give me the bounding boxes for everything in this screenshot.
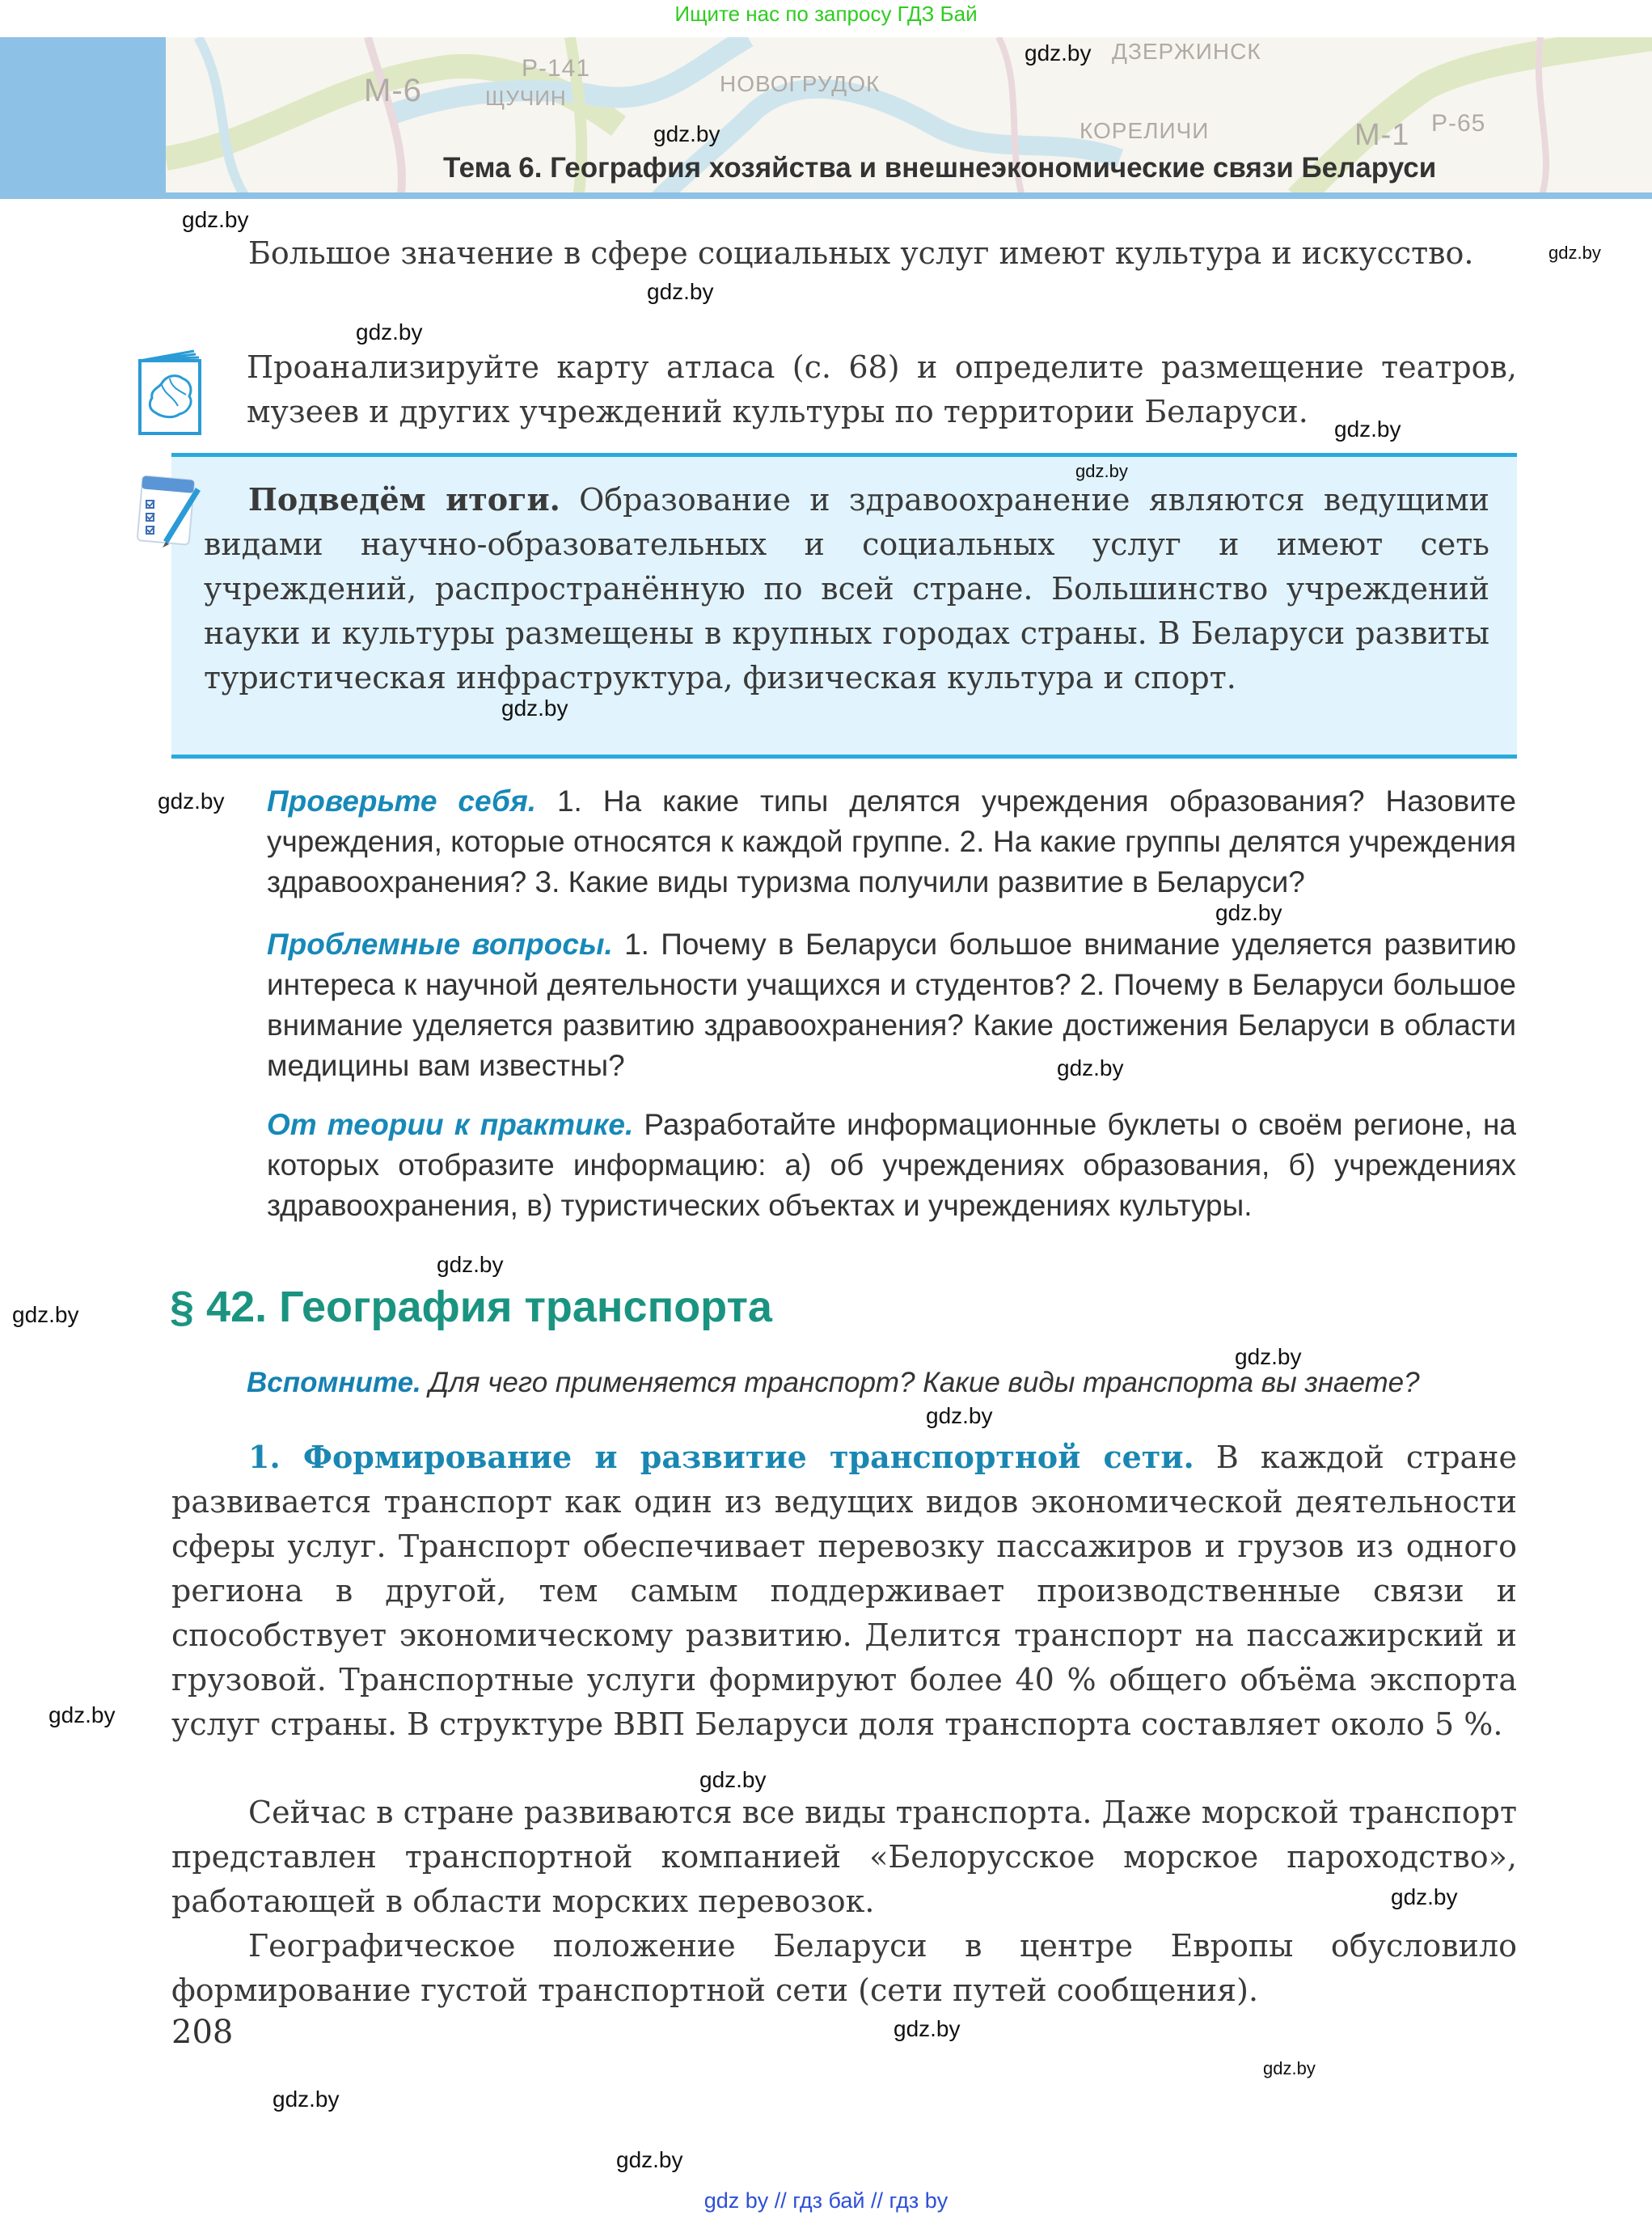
map-label: КОРЕЛИЧИ — [1080, 118, 1210, 143]
section-paragraph-1 — [171, 1435, 1517, 1747]
section-title: § 42. География транспорта — [170, 1283, 772, 1331]
watermark: gdz.by — [1025, 40, 1092, 66]
map-label: Р-65 — [1431, 110, 1486, 137]
question-text: 1. На какие типы делятся учреждения образования? Назовите учреждения, которые относятся к каждой группе. 2. На какие группы делятся учреждения здравоохранения? 3. Какие виды туризма получили развитие в Беларуси? — [267, 784, 1516, 898]
watermark: gdz.by — [1334, 416, 1401, 442]
question-text: 1. Почему в Беларуси большое внимание уделяется развитию интереса к научной деятельности учащихся и студентов? 2. Почему в Беларуси большое внимание уделяется развитию здравоохранения? Какие достижения Беларуси в области медицины вам известны? — [267, 928, 1516, 1082]
watermark: gdz.by — [12, 1302, 79, 1327]
map-label: ЩУЧИН — [485, 86, 567, 110]
question-check-yourself — [267, 781, 1516, 903]
topic-title: Тема 6. География хозяйства и внешнеэкономические связи Беларуси — [443, 152, 1437, 184]
map-label: Р-141 — [522, 55, 591, 82]
watermark: gdz.by — [356, 319, 423, 345]
question-text: Разработайте информационные буклеты о своём регионе, на которых отобразите информацию: а) об учреждениях образования, б) учреждениях здравоохранения, в) туристических объектах и учреждениях культуры. — [267, 1108, 1516, 1222]
watermark: gdz.by — [1057, 1055, 1124, 1080]
summary-body: Образование и здравоохранение являются ведущими видами научно-образовательных и социальных услуг и имеют сеть учреждений, распространённую по всей стране. Большинство учреждений науки и культуры размещены в крупных городах страны. В Беларуси развиты туристическая инфраструктура, физическая культура и спорт. — [204, 482, 1490, 696]
map-label: ДЗЕРЖИНСК — [1112, 39, 1261, 64]
map-label: М-6 — [364, 73, 422, 108]
atlas-task-text: Проанализируйте карту атласа (с. 68) и определите размещение театров, музеев и других учреждений культуры по территории Беларуси. — [247, 349, 1517, 429]
summary-text — [204, 477, 1489, 700]
checklist-icon — [133, 473, 210, 550]
question-practice — [267, 1105, 1516, 1226]
question-lead: Проверьте себя. — [267, 784, 537, 818]
page-number: 208 — [171, 2014, 234, 2051]
watermark: gdz.by — [1548, 243, 1601, 263]
subheading: 1. Формирование и развитие транспортной сети. — [248, 1439, 1194, 1475]
watermark: gdz.by — [437, 1252, 504, 1277]
atlas-map-icon — [137, 349, 204, 437]
page-header — [0, 37, 1652, 199]
watermark: gdz.by — [616, 2147, 683, 2172]
remember-text: Для чего применяется транспорт? Какие виды транспорта вы знаете? — [420, 1367, 1420, 1398]
summary-lead: Подведём итоги. — [248, 481, 560, 518]
watermark: gdz.by — [1215, 900, 1282, 925]
paragraph-text: В каждой стране развивается транспорт как один из ведущих видов экономической деятельности сферы услуг. Транспорт обеспечивает перевозку пассажиров и грузов из одного региона в другой, тем самым поддерживает производственные связи и способствует экономическому развитию. Делится транспорт на пассажирский и грузовой. Транспортные услуги формируют более 40 % общего объёма экспорта услуг страны. В структуре ВВП Беларуси доля транспорта составляет около 5 %. — [171, 1440, 1517, 1742]
remember-prompt — [247, 1367, 1420, 1399]
watermark: gdz.by — [894, 2016, 961, 2041]
watermark: gdz.by — [182, 207, 249, 232]
header-blue-tab — [0, 37, 166, 199]
watermark: gdz.by — [1263, 2058, 1316, 2078]
question-lead: От теории к практике. — [267, 1108, 634, 1141]
remember-lead: Вспомните. — [247, 1367, 421, 1398]
watermark: gdz.by — [1075, 461, 1128, 481]
watermark: gdz.by — [647, 279, 714, 304]
footer-links[interactable]: gdz by // гдз бай // гдз by — [703, 2188, 949, 2213]
header-underline — [0, 192, 1652, 199]
watermark: gdz.by — [926, 1403, 993, 1428]
watermark: gdz.by — [1391, 1884, 1458, 1909]
watermark: gdz.by — [49, 1702, 116, 1727]
top-banner[interactable]: Ищите нас по запросу ГДЗ Бай — [674, 2, 978, 26]
section-paragraph-2: Сейчас в стране развиваются все виды транспорта. Даже морской транспорт представлен транспортной компанией «Белорусское морское пароходство», работающей в области морских перевозок. — [171, 1795, 1517, 1919]
watermark: gdz.by — [653, 121, 720, 146]
question-lead: Проблемные вопросы. — [267, 928, 613, 961]
watermark: gdz.by — [273, 2087, 340, 2112]
watermark: gdz.by — [699, 1767, 767, 1792]
question-problem — [267, 924, 1516, 1086]
map-label: М-1 — [1354, 118, 1410, 152]
watermark: gdz.by — [501, 696, 568, 721]
watermark: gdz.by — [158, 789, 225, 814]
watermark: gdz.by — [1235, 1344, 1302, 1369]
map-label: НОВОГРУДОК — [720, 71, 881, 96]
section-paragraph-3: Географическое положение Беларуси в центре Европы обусловило формирование густой транспортной сети (сети путей сообщения). — [171, 1928, 1517, 2008]
intro-paragraph: Большое значение в сфере социальных услуг имеют культура и искусство. — [248, 235, 1474, 271]
